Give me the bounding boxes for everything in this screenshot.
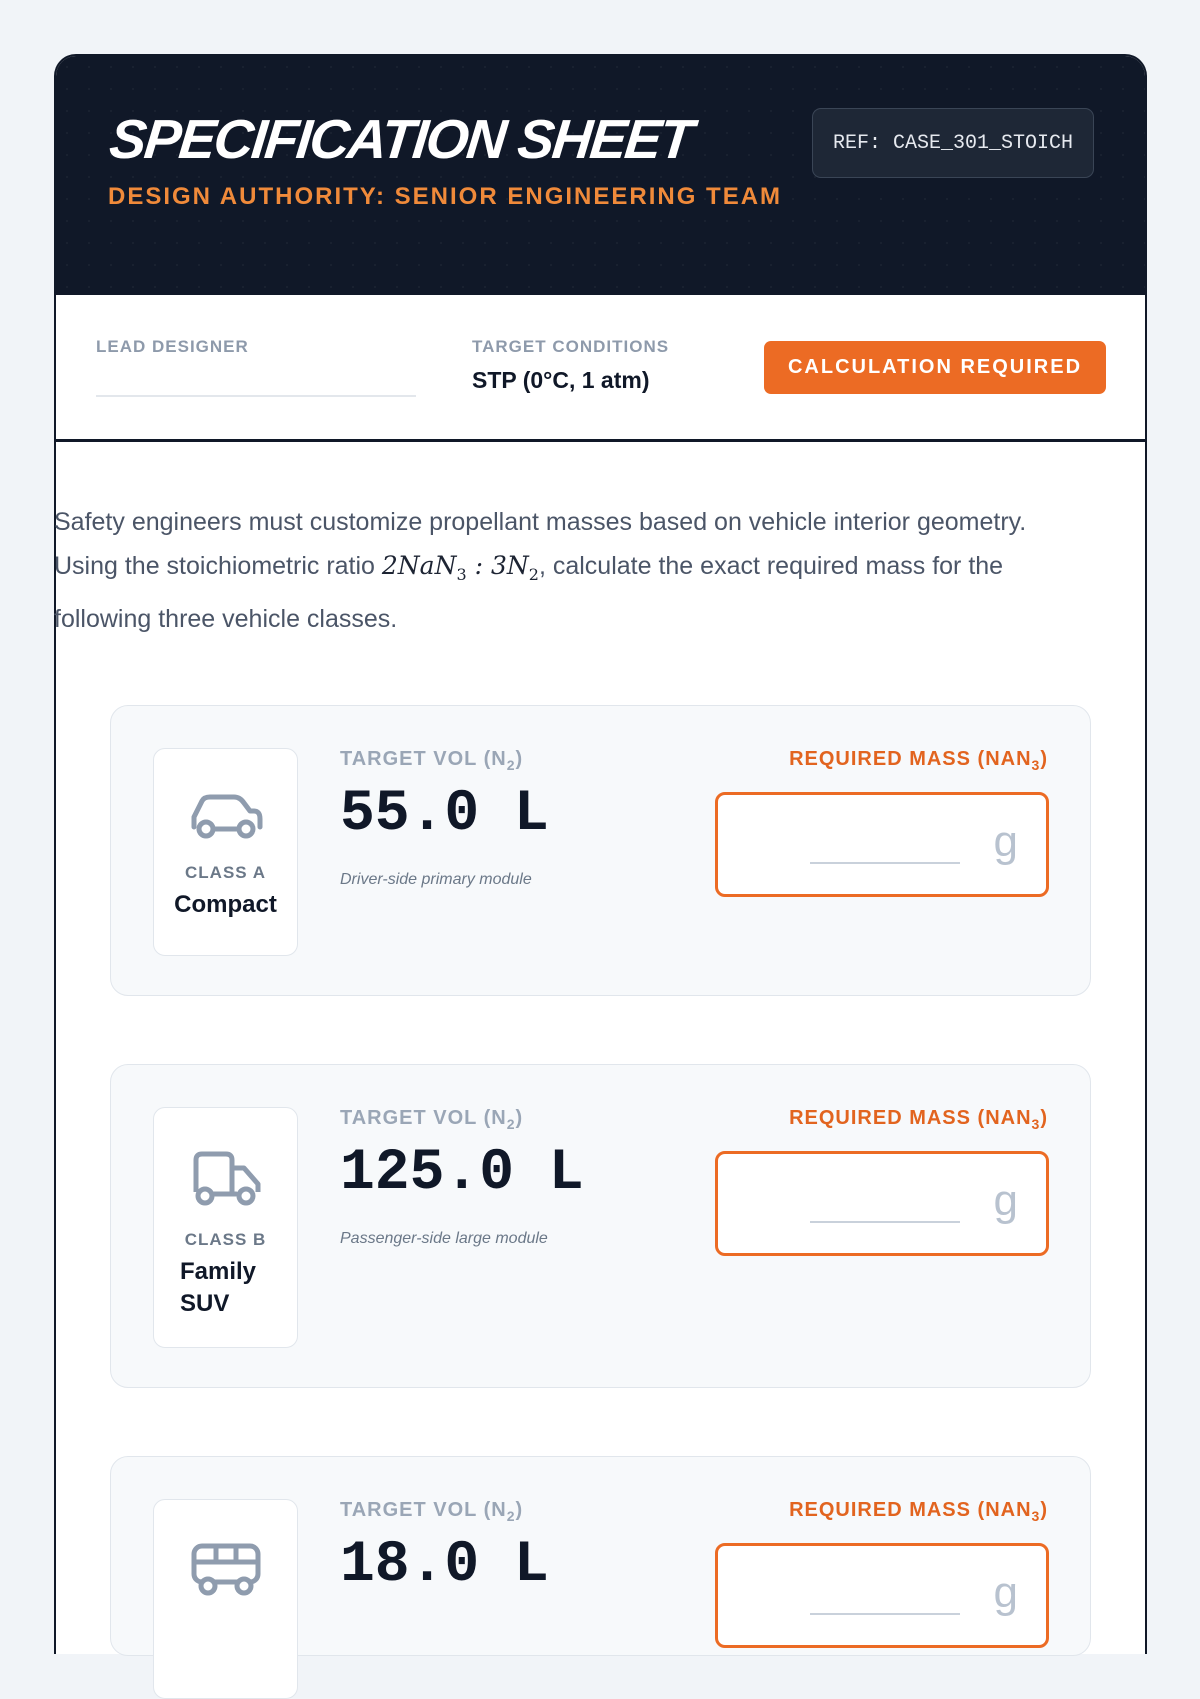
vehicle-card-class-b (110, 1064, 1091, 1388)
formula-reactant-sub: 3 (456, 565, 467, 584)
lead-designer-label: LEAD DESIGNER (96, 337, 249, 356)
intro-text-end: , calculate the exact required mass for the following three vehicle classes. (54, 552, 1004, 633)
unit-label: g (993, 817, 1018, 866)
module-note: Passenger-side large module (340, 1230, 548, 1247)
required-mass-label: REQUIRED MASS $(NAN_3)$ (789, 748, 1048, 773)
unit-label: g (993, 1176, 1018, 1225)
target-volume-label: TARGET VOL $(N_2)$ (340, 1499, 524, 1524)
required-mass-input[interactable] (715, 1543, 1049, 1648)
class-name: Family SUV (180, 1258, 257, 1317)
target-volume-value: 55.0 L (340, 782, 549, 847)
target-volume-value: 125.0 L (340, 1141, 584, 1206)
calculation-required-button[interactable]: CALCULATION REQUIRED (764, 341, 1106, 394)
lead-designer-field[interactable] (96, 395, 416, 397)
required-mass-label: REQUIRED MASS $(NAN_3)$ (789, 1107, 1048, 1132)
input-underline (810, 1221, 960, 1223)
unit-label: g (993, 1568, 1018, 1617)
bus-icon (188, 1542, 264, 1596)
target-volume-label: TARGET VOL $(N_2)$ (340, 1107, 524, 1132)
target-volume-label: TARGET VOL $(N_2)$ (340, 748, 524, 773)
formula-product: 3N (490, 551, 529, 580)
formula-product-sub: 2 (528, 565, 539, 584)
meta-bar (56, 295, 1145, 442)
truck-icon (188, 1150, 264, 1208)
class-tag: CLASS A (185, 863, 266, 882)
reference-badge: REF: CASE_301_STOICH (812, 108, 1094, 178)
target-conditions-value: STP (0°C, 1 atm) (472, 367, 650, 393)
vehicle-card-class-c (110, 1456, 1091, 1656)
intro-text-start: Safety engineers must customize propellant masses based on vehicle interior geometry. Using the stoichiometric ratio (54, 508, 1027, 580)
stoichiometric-ratio-formula (381, 551, 539, 584)
target-volume-value: 18.0 L (340, 1533, 549, 1598)
formula-separator: : (466, 551, 491, 580)
class-name: Compact (174, 891, 277, 918)
vehicle-card-class-a (110, 705, 1091, 996)
target-conditions-label: TARGET CONDITIONS (472, 337, 670, 356)
module-note: Driver-side primary module (340, 871, 532, 888)
vehicle-badge (153, 1107, 298, 1348)
required-mass-input[interactable] (715, 792, 1049, 897)
vehicle-badge (153, 1499, 298, 1699)
class-tag: CLASS B (184, 1230, 267, 1249)
required-mass-label: REQUIRED MASS $(NAN_3)$ (789, 1499, 1048, 1524)
header-banner (56, 56, 1145, 295)
design-authority-subtitle: DESIGN AUTHORITY: SENIOR ENGINEERING TEAM (108, 183, 783, 210)
input-underline (810, 862, 960, 864)
required-mass-input[interactable] (715, 1151, 1049, 1256)
vehicle-badge (153, 748, 298, 956)
formula-reactant: 2NaN (381, 551, 457, 580)
input-underline (810, 1613, 960, 1615)
car-icon (188, 791, 264, 841)
intro-paragraph (54, 500, 1054, 641)
page-title: SPECIFICATION SHEET (106, 108, 695, 170)
